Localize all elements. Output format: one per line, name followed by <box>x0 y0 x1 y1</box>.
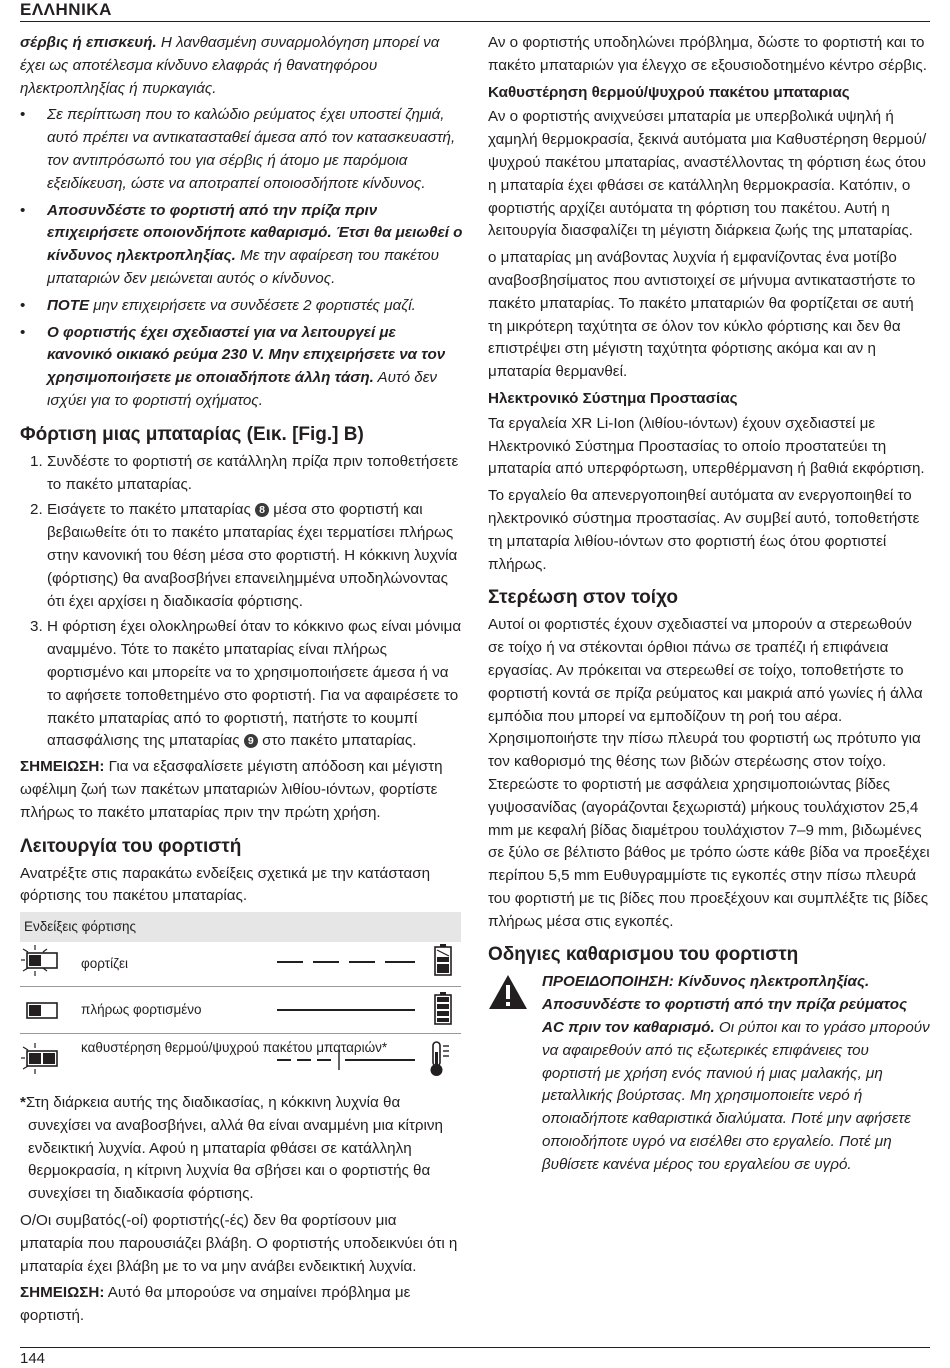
intro-bold: σέρβις ή επισκευή. <box>20 34 157 51</box>
step-number: 1. <box>30 452 43 470</box>
indicator-row-charging <box>20 942 461 987</box>
note-first-use <box>20 756 463 824</box>
bullet-power-cord <box>20 104 463 195</box>
step-number: 2. <box>30 501 43 519</box>
warning-text: Οι ρύποι και το γράσο μπορούν να αφαιρεθούν από τις εξωτερικές επιφάνειες του φορτιστή με χρήση ενός πανιού ή μιας μαλακής, μη μεταλλικής βούρτσας. Μη χρησιμοποιείτε νερό ή οποιαδήποτε καθαριστικά διαλύματα. Ποτέ μην αφήσετε οποιοδήποτε υγρό να εισέλθει στο εργαλείο. Ποτέ μη βυθίσετε κανένα μέρος του εργαλείου σε υγρό. <box>542 1019 930 1173</box>
footnote-text: Στη διάρκεια αυτής της διαδικασίας, η κόκκινη λυχνία θα συνεχίσει να αναβοσβήνει, αλλά θα είναι αναμμένη μια κίτρινη ενδεικτική λυχνία. Αφού η μπαταρία φθάσει σε κατάλληλη θερμοκρασία, η κίτρινη λυχνία θα σβήσει και ο φορτιστής θα συνεχίσει τη διαδικασία φόρτισης. <box>25 1094 443 1203</box>
warning-bold: ΠΡΟΕΙΔΟΠΟΙΗΣΗ: Κίνδυνος ηλεκτροπληξίας. Αποσυνδέστε το φορτιστή από την πρίζα ρεύματος AC πριν τον καθαρισμό. <box>542 973 908 1037</box>
left-column <box>20 32 463 1332</box>
battery-charging-icon <box>433 942 453 982</box>
bullet-bold: Αποσυνδέστε το φορτιστή από την πρίζα πριν επιχειρήσετε οποιονδήποτε καθαρισμό. Έτσι θα μειωθεί ο κίνδυνος ηλεκτροπληξίας. <box>47 201 463 265</box>
hot-cold-text: Αν ο φορτιστής ανιχνεύσει μπαταρία με υπερβολικά υψηλή ή χαμηλή θερμοκρασία, ξεκινά αυτόματα μια Καθυστέρηση θερμού/ψυχρού πακέτου μπαταρίας, αναστέλλοντας τη φόρτιση έως ότου η μπαταρία έχει φθάσει σε κατάλληλη θερμοκρασία. Κατόπιν, ο φορτιστής αρχίζει αυτόματα τη φόρτιση του πακέτου. Αυτή η λειτουργία διασφαλίζει τη μέγιστη διάρκεια ζωής της μπαταρίας. <box>488 108 927 240</box>
wall-mount-text: Αυτοί οι φορτιστές έχουν σχεδιαστεί να μπορούν α στερεωθούν σε τοίχο ή να στέκονται όρθιοι πάνω σε τραπέζι ή επιφάνεια εργασίας. Αν πρόκειται να στερεωθεί σε τοίχο, τοποθετήστε το φορτιστή κοντά σε πρίζα ρεύματος και μακριά από γωνίες ή άλλα εμπόδια που μπορεί να εμποδίζουν τη ροή του αέρα. Χρησιμοποιήστε την πίσω πλευρά του φορτιστή ως πρότυπο για τον καθορισμό της θέσης των βιδών στερέωσης στον τοίχο. Στερεώστε το φορτιστή με ασφάλεια χρησιμοποιώντας βίδες γυψοσανίδας (αγοράζονται ξεχωριστά) μήκους τουλάχιστον 25,4 mm με κεφαλή βίδας διαμέτρου τουλάχιστον 7–9 mm, βιδωμένες σε ξύλο σε βέλτιστο βάθος με τρόπο ώστε κάθε βίδα να προεξέχει περίπου 5,5 mm Ευθυγραμμίστε τις εγκοπές στην πίσω πλευρά του φορτιστή με τις βίδες που προεξέχουν και συμπλέξτε τις βίδες πλήρως μέσα στις εγκοπές. <box>488 616 930 930</box>
step-2 <box>20 499 463 613</box>
operation-heading: Λειτουργία του φορτιστή <box>20 835 242 857</box>
step-text: Συνδέστε το φορτιστή σε κατάλληλη πρίζα πριν τοποθετήσετε το πακέτο μπαταρίας. <box>47 452 459 493</box>
bullet-text: Με την αφαίρεση του πακέτου μπαταριών δεν μειώνεται αυτός ο κίνδυνος. <box>47 247 439 287</box>
battery-full-icon <box>433 987 453 1031</box>
step-text: Η φόρτιση έχει ολοκληρωθεί όταν το κόκκινο φως είναι μόνιμα αναμμένο. Τότε το πακέτο μπαταρίας είναι πλήρως φορτισμένο και μπορείτε να το χρησιμοποιήσετε άμεσα ή να το αφήσετε τοποθετημένο στο φορτιστή. Για να αφαιρέσετε το πακέτο μπαταρίας από το φορτιστή, πατήστε το κουμπί απασφάλισης της μπαταρίας <box>47 618 462 750</box>
protection-system-text: Τα εργαλεία XR Li-Ion (λιθίου-ιόντων) έχουν σχεδιαστεί με Ηλεκτρονικό Σύστημα Προστασίας το οποίο προστατεύει τη μπαταρία από υπερφόρτωση, υπερθέρμανση ή βαθιά εκφόρτιση. <box>488 414 925 478</box>
compatibility-text: Ο/Οι συμβατός(-οί) φορτιστής(-ές) δεν θα φορτίσουν μια μπαταρία που παρουσιάζει βλάβη. Ο φορτιστής υποδεικνύει ότι η μπαταρία έχει βλάβη με το να μην ανάβει ενδεικτική λυχνία. <box>20 1212 458 1275</box>
footnote-mark: * <box>20 1094 26 1112</box>
step-text: Εισάγετε το πακέτο μπαταρίας <box>47 501 256 519</box>
bullet-never <box>20 295 463 318</box>
note-label: ΣΗΜΕΙΩΣΗ: <box>20 1284 105 1302</box>
note-text: Για να εξασφαλίσετε μέγιστη απόδοση και μέγιστη ωφέλιμη ζωή των πακέτων μπαταριών λιθίου-ιόντων, φορτίστε πλήρως το πακέτο μπαταρίας πριν την πρώτη χρήση. <box>20 758 443 821</box>
wall-mount-heading: Στερέωση στον τοίχο <box>488 587 678 609</box>
language-header: ΕΛΛΗΝΙΚΑ <box>20 0 112 19</box>
right-column <box>488 32 931 1181</box>
solid-pattern-icon <box>275 987 425 1033</box>
warning-triangle-icon <box>488 974 528 1010</box>
footer-divider <box>20 1347 930 1348</box>
protection-system-heading: Ηλεκτρονικό Σύστημα Προστασίας <box>488 389 738 407</box>
step-3 <box>20 616 463 753</box>
warning-paragraph <box>542 971 931 1176</box>
bullet-bold: ΠΟΤΕ <box>47 296 90 314</box>
reference-number-badge: 8 <box>255 503 269 517</box>
bullet-voltage <box>20 322 463 413</box>
bullet-text: μην επιχειρήσετε να συνδέσετε 2 φορτιστές μαζί. <box>89 296 416 314</box>
reference-number-badge: 9 <box>244 734 258 748</box>
indicator-label: φορτίζει <box>81 956 129 972</box>
cleaning-warning <box>488 971 931 1176</box>
step-text: μέσα στο φορτιστή και βεβαιωθείτε ότι το πακέτο μπαταρίας έχει τερματίσει πλήρως στην κανονική του θέση μέσα στο φορτιστή. Η κόκκινη λυχνία (φόρτισης) θα αναβοσβήνει επανειλημμένα υποδηλώνοντας ότι έχει αρχίσει η διαδικασία φόρτισης. <box>47 501 458 610</box>
charge-indicators-table <box>20 912 461 1086</box>
indicator-row-hot-cold-delay <box>20 1034 461 1086</box>
dashed-pattern-icon <box>275 942 425 986</box>
indicator-footnote <box>20 1092 463 1206</box>
blinking-led-icon <box>20 942 70 986</box>
indicators-header: Ενδείξεις φόρτισης <box>20 912 461 942</box>
indicator-label: πλήρως φορτισμένο <box>81 1002 202 1018</box>
operation-text: Ανατρέξτε στις παρακάτω ενδείξεις σχετικά με την κατάσταση φόρτισης του πακέτου μπαταρίας. <box>20 864 431 905</box>
problem-text: Αν ο φορτιστής υποδηλώνει πρόβλημα, δώστε το φορτιστή και το πακέτο μπαταριών για έλεγχο σε εξουσιοδοτημένο κέντρο σέρβις. <box>488 34 927 74</box>
step-1 <box>20 451 463 497</box>
charging-heading: Φόρτιση μιας μπαταρίας (Εικ. [Fig.] B) <box>20 423 364 445</box>
intro-text: Η λανθασμένη συναρμολόγηση μπορεί να έχει ως αποτέλεσμα κίνδυνο ελαφράς ή θανατηφόρου ηλεκτροπληξίας ή πυρκαγιάς. <box>20 34 440 97</box>
step-text: στο πακέτο μπαταρίας. <box>257 732 417 750</box>
intro-paragraph <box>20 32 463 100</box>
header-divider <box>20 21 930 22</box>
bullet-bold: Ο φορτιστής έχει σχεδιαστεί για να λειτουργεί με κανονικό οικιακό ρεύμα 230 V. Μην επιχειρήσετε να τον χρησιμοποιήσετε με οποιαδήποτε άλλη τάση. <box>47 323 446 387</box>
hot-cold-heading: Καθυστέρηση θερμού/ψυχρού πακέτου μπαταριας <box>488 83 850 101</box>
page-number: 144 <box>20 1350 46 1367</box>
dashed-solid-pattern-icon <box>275 1034 425 1086</box>
step-number: 3. <box>30 618 43 636</box>
bullet-text: Αυτό δεν ισχύει για το φορτιστή οχήματος. <box>47 369 438 409</box>
note-charger-problem <box>20 1282 463 1328</box>
note-text: Αυτό θα μπορούσε να σημαίνει πρόβλημα με φορτιστή. <box>20 1284 411 1325</box>
note-label: ΣΗΜΕΙΩΣΗ: <box>20 758 105 776</box>
protection-system-text-2: Το εργαλείο θα απενεργοποιηθεί αυτόματα αν ενεργοποιηθεί το ηλεκτρονικό σύστημα προστασίας. Αν συμβεί αυτό, τοποθετήστε τη μπαταρία λιθίου-ιόντων στο φορτιστή έως ότου φορτιστεί πλήρως. <box>488 487 920 573</box>
cleaning-heading: Οδηγιες καθαρισμου του φορτιστη <box>488 944 799 966</box>
solid-led-icon <box>20 987 70 1033</box>
bullet-unplug <box>20 200 463 291</box>
thermometer-icon <box>427 1034 453 1086</box>
indicator-label: καθυστέρηση θερμού/ψυχρού πακέτου μπαταριών* <box>81 1040 388 1056</box>
double-led-icon <box>20 1034 70 1086</box>
bullet-text: Σε περίπτωση που το καλώδιο ρεύματος έχει υποστεί ζημιά, αυτό πρέπει να αντικατασταθεί άμεσα από τον κατασκευαστή, τον αντιπρόσωπό του για σέρβις ή άτομο με παρόμοια εξειδίκευση, ώστε να αποτραπεί οποιοσδήποτε κίνδυνος. <box>47 106 456 192</box>
hot-cold-text-2: ο μπαταρίας μη ανάβοντας λυχνία ή εμφανίζοντας ένα μοτίβο αναβοσβησίματος που αντιστοιχεί σε μήνυμα αντικαταστήστε το πακέτο μπαταρίας. Το πακέτο μπαταριών θα φορτίζεται σε αυτή τη μικρότερη ταχύτητα σε όλον τον κύκλο φόρτισης και δεν θα επιστρέψει στη μέγιστη ταχύτητα φόρτισης ακόμα και αν η μπαταρία θερμανθεί. <box>488 249 916 381</box>
indicator-row-fully-charged <box>20 987 461 1034</box>
